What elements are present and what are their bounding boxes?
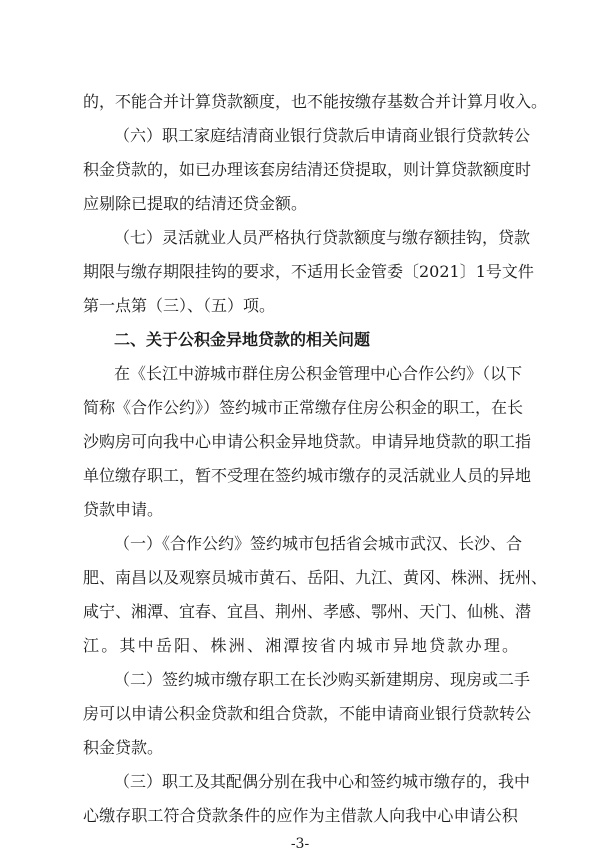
text-line: [0, 461, 600, 491]
text-line-content: 应剔除已提取的结清还贷金额。: [83, 194, 308, 213]
text-line-content: 房可以申请公积金贷款和组合贷款，不能申请商业银行贷款转公: [83, 704, 532, 723]
text-line-content: （七）灵活就业人员严格执行贷款额度与缴存额挂钩，贷款: [114, 228, 531, 247]
text-line: [0, 87, 600, 117]
text-line-content: （三）职工及其配偶分别在我中心和签约城市缴存的，我中: [114, 772, 531, 791]
text-line-content: 期限与缴存期限挂钩的要求，不适用长金管委〔2021〕1号文件: [83, 262, 534, 281]
section-heading: [0, 325, 600, 355]
text-line: [0, 767, 600, 797]
text-line: [0, 427, 600, 457]
text-line-content: （六）职工家庭结清商业银行贷款后申请商业银行贷款转公: [114, 126, 531, 145]
text-line: [0, 223, 600, 253]
text-line-content: 沙购房可向我中心申请公积金异地贷款。申请异地贷款的职工指: [83, 432, 532, 451]
text-line-content: 第一点第（三）、（五）项。: [83, 296, 276, 315]
text-line: [0, 393, 600, 423]
text-line-content: 贷款申请。: [83, 500, 164, 519]
text-line: [0, 529, 600, 559]
text-line: [0, 563, 600, 593]
text-line-content: 在《长江中游城市群住房公积金管理中心合作公约》（以下: [114, 364, 523, 383]
text-line: [0, 291, 600, 321]
text-line-content: 肥、南昌以及观察员城市黄石、岳阳、九江、黄冈、株洲、抚州、: [83, 568, 548, 587]
text-line: [0, 597, 600, 627]
text-line-content: （一）《合作公约》签约城市包括省会城市武汉、长沙、合: [114, 534, 523, 553]
text-line-content: 咸宁、湘潭、宜春、宜昌、荆州、孝感、鄂州、天门、仙桃、潜: [83, 602, 532, 621]
text-line-content: 简称《合作公约》）签约城市正常缴存住房公积金的职工，在长: [83, 398, 524, 417]
text-line: [0, 257, 600, 287]
text-line-content: 的，不能合并计算贷款额度，也不能按缴存基数合并计算月收入。: [83, 92, 548, 111]
text-line-content: （二）签约城市缴存职工在长沙购买新建期房、现房或二手: [114, 670, 531, 689]
text-line-content: 单位缴存职工，暂不受理在签约城市缴存的灵活就业人员的异地: [83, 466, 532, 485]
section-heading-text: 二、关于公积金异地贷款的相关问题: [114, 330, 371, 349]
text-line: [0, 359, 600, 389]
text-line: [0, 495, 600, 525]
text-line-content: 江。其中岳阳、株洲、湘潭按省内城市异地贷款办理。: [83, 636, 521, 655]
text-line: [0, 155, 600, 185]
text-line: [0, 699, 600, 729]
page-number: -3-: [290, 836, 310, 852]
text-line: [0, 801, 600, 831]
text-line: [0, 121, 600, 151]
text-line: [0, 665, 600, 695]
text-line: [0, 189, 600, 219]
text-line: [0, 631, 600, 661]
text-line-content: 积金贷款。: [83, 738, 164, 757]
text-line: [0, 733, 600, 763]
text-line-content: 心缴存职工符合贷款条件的应作为主借款人向我中心申请公积: [83, 806, 518, 825]
text-line-content: 积金贷款的，如已办理该套房结清还贷提取，则计算贷款额度时: [83, 160, 532, 179]
